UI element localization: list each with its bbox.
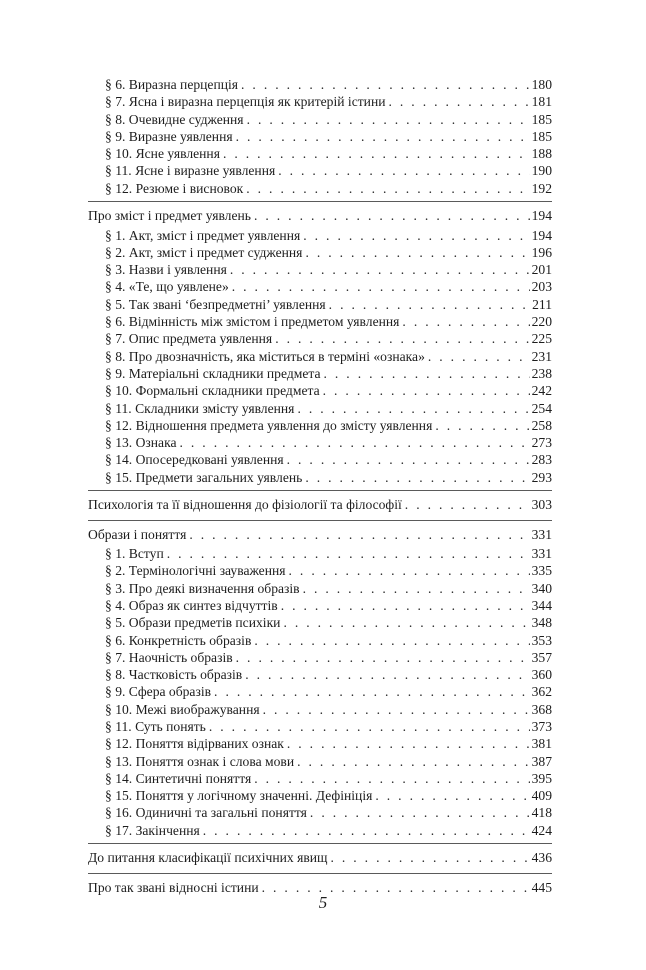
dot-leader xyxy=(289,562,530,579)
toc-entry: § 2. Акт, зміст і предмет судження . . . 196 xyxy=(88,244,552,261)
dot-leader xyxy=(263,701,530,718)
toc-section: До питання класифікації психічних явищ . . . 436 xyxy=(88,848,552,869)
toc-entry: § 1. Акт, зміст і предмет уявлення . . . 194 xyxy=(88,227,552,244)
toc-entry: § 11. Ясне і виразне уявлення . . . 190 xyxy=(88,162,552,179)
toc-entry: § 10. Формальні складники предмета . . . 242 xyxy=(88,382,552,399)
toc-entry: § 7. Опис предмета уявлення . . . 225 xyxy=(88,330,552,347)
toc-entry: § 7. Ясна і виразна перцепція як критерій істини . . . 181 xyxy=(88,93,552,110)
dot-leader xyxy=(254,770,529,787)
toc-entry: § 5. Так звані ‘безпредметні’ уявлення . . . 211 xyxy=(88,296,552,313)
dot-leader xyxy=(189,525,529,546)
dot-leader xyxy=(281,597,530,614)
section-divider xyxy=(88,843,552,844)
dot-leader xyxy=(324,365,530,382)
dot-leader xyxy=(245,666,529,683)
toc-entry: § 12. Резюме і висновок . . . 192 xyxy=(88,180,552,197)
toc-entry: § 15. Предмети загальних уявлень . . . 293 xyxy=(88,469,552,486)
toc-entry: § 10. Межі виображування . . . 368 xyxy=(88,701,552,718)
page-number: 5 xyxy=(318,893,328,912)
toc-entry: § 17. Закінчення . . . 424 xyxy=(88,822,552,839)
toc-entry: § 3. Про деякі визначення образів . . . 340 xyxy=(88,580,552,597)
toc-entry: § 8. Очевидне судження . . . 185 xyxy=(88,111,552,128)
toc-entry: § 1. Вступ . . . 331 xyxy=(88,545,552,562)
dot-leader xyxy=(203,822,530,839)
toc-group-4 xyxy=(88,545,552,839)
toc-entry: § 4. «Те, що уявлене» . . . 203 xyxy=(88,278,552,295)
dot-leader xyxy=(375,787,529,804)
dot-leader xyxy=(254,206,530,227)
toc-entry: § 13. Поняття ознак і слова мови . . . 387 xyxy=(88,753,552,770)
section-divider xyxy=(88,490,552,491)
toc-entry: § 8. Про двозначність, яка міститься в терміні «ознака» . . . 231 xyxy=(88,348,552,365)
toc-entry: § 9. Виразне уявлення . . . 185 xyxy=(88,128,552,145)
dot-leader xyxy=(230,261,530,278)
dot-leader xyxy=(323,382,530,399)
dot-leader xyxy=(305,244,529,261)
toc-entry: § 9. Сфера образів . . . 362 xyxy=(88,683,552,700)
dot-leader xyxy=(209,718,530,735)
toc-entry: § 6. Відмінність між змістом і предметом уявлення . . . 220 xyxy=(88,313,552,330)
dot-leader xyxy=(330,848,529,869)
toc-entry: § 14. Синтетичні поняття . . . 395 xyxy=(88,770,552,787)
dot-leader xyxy=(297,753,529,770)
toc-entry: § 16. Одиничні та загальні поняття . . . 418 xyxy=(88,804,552,821)
toc-entry: § 14. Опосередковані уявлення . . . 283 xyxy=(88,451,552,468)
dot-leader xyxy=(214,683,530,700)
dot-leader xyxy=(236,128,530,145)
dot-leader xyxy=(167,545,530,562)
dot-leader xyxy=(278,162,529,179)
dot-leader xyxy=(283,614,529,631)
dot-leader xyxy=(310,804,530,821)
dot-leader xyxy=(254,632,529,649)
toc-entry: § 3. Назви і уявлення . . . 201 xyxy=(88,261,552,278)
toc-entry: § 6. Конкретність образів . . . 353 xyxy=(88,632,552,649)
toc-section: Образи і поняття . . . 331 xyxy=(88,525,552,546)
toc-entry: § 11. Суть понять . . . 373 xyxy=(88,718,552,735)
toc-entry: § 7. Наочність образів . . . 357 xyxy=(88,649,552,666)
dot-leader xyxy=(287,735,530,752)
dot-leader xyxy=(303,227,529,244)
dot-leader xyxy=(223,145,530,162)
dot-leader xyxy=(287,451,530,468)
toc-entry: § 4. Образ як синтез відчуттів . . . 344 xyxy=(88,597,552,614)
dot-leader xyxy=(241,76,530,93)
dot-leader xyxy=(180,434,530,451)
toc-entry: § 2. Термінологічні зауваження . . . 335 xyxy=(88,562,552,579)
toc-entry: § 6. Виразна перцепція . . . 180 xyxy=(88,76,552,93)
dot-leader xyxy=(275,330,529,347)
toc-entry: § 12. Відношення предмета уявлення до змісту уявлення . . . 258 xyxy=(88,417,552,434)
section-divider xyxy=(88,520,552,521)
dot-leader xyxy=(232,278,530,295)
toc-group-1 xyxy=(88,76,552,197)
toc-entry: § 11. Складники змісту уявлення . . . 254 xyxy=(88,400,552,417)
dot-leader xyxy=(435,417,529,434)
toc-entry: § 12. Поняття відірваних ознак . . . 381 xyxy=(88,735,552,752)
dot-leader xyxy=(305,469,529,486)
dot-leader xyxy=(303,580,530,597)
toc-group-2 xyxy=(88,227,552,486)
toc-entry: § 15. Поняття у логічному значенні. Дефініція . . . 409 xyxy=(88,787,552,804)
toc-section: Психологія та її відношення до фізіології та філософії . . . 303 xyxy=(88,495,552,516)
dot-leader xyxy=(428,348,530,365)
dot-leader xyxy=(247,111,530,128)
toc-entry: § 8. Частковість образів . . . 360 xyxy=(88,666,552,683)
dot-leader xyxy=(405,495,530,516)
toc-entry: § 5. Образи предметів психіки . . . 348 xyxy=(88,614,552,631)
toc-section: Про зміст і предмет уявлень . . . 194 xyxy=(88,206,552,227)
dot-leader xyxy=(246,180,529,197)
dot-leader xyxy=(402,313,529,330)
section-divider xyxy=(88,201,552,202)
dot-leader xyxy=(236,649,530,666)
section-divider xyxy=(88,873,552,874)
dot-leader xyxy=(297,400,529,417)
toc-section: Про так звані відносні істини . . . 445 xyxy=(88,878,552,899)
dot-leader xyxy=(329,296,530,313)
dot-leader xyxy=(389,93,530,110)
toc-entry: § 13. Ознака . . . 273 xyxy=(88,434,552,451)
toc-entry: § 10. Ясне уявлення . . . 188 xyxy=(88,145,552,162)
toc-entry: § 9. Матеріальні складники предмета . . . 238 xyxy=(88,365,552,382)
table-of-contents xyxy=(88,76,552,898)
